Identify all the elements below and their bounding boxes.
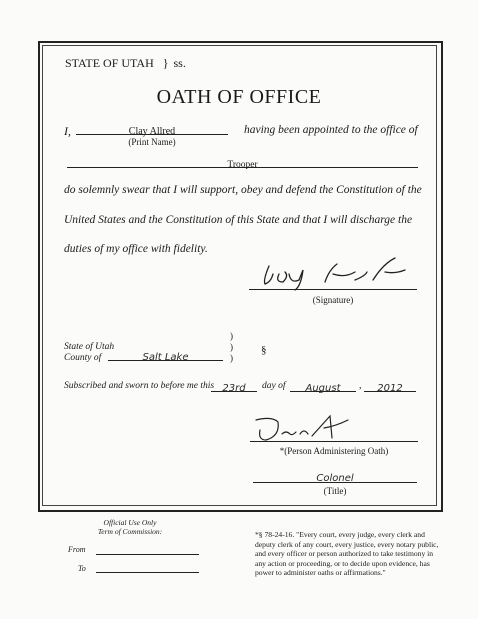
name-field[interactable] — [76, 120, 228, 135]
statute-note: *§ 78-24-16. "Every court, every judge, every clerk and deputy clerk of any court, every justice, every notary public, and every officer or person authorized to take testimony in any action or proceeding, or to decide upon evidence, has power to administer oaths or affirmations." — [255, 530, 439, 578]
office-field[interactable] — [67, 154, 418, 168]
office-value: Trooper — [227, 160, 258, 170]
year-value: 2012 — [377, 383, 403, 394]
name-caption: (Print Name) — [128, 137, 176, 147]
i-label: I, — [64, 124, 71, 138]
venue-braces: ) ) ) — [230, 331, 233, 363]
term-of-commission: Term of Commission: — [97, 527, 163, 536]
subscribed-text: Subscribed and sworn to before me this — [64, 381, 215, 391]
from-field[interactable] — [96, 545, 199, 555]
day-value: 23rd — [222, 383, 246, 394]
section-mark: § — [261, 344, 267, 356]
name-value: Clay Allred — [128, 126, 176, 137]
title-field[interactable] — [253, 468, 417, 483]
official-use-heading: Official Use Only — [103, 518, 157, 527]
year-field[interactable] — [364, 378, 416, 392]
signature-caption: (Signature) — [312, 295, 354, 305]
appointed-text: having been appointed to the office of — [244, 124, 418, 136]
state-label: STATE OF UTAH — [65, 56, 154, 70]
month-value: August — [305, 383, 341, 394]
venue-county-label: County of — [64, 353, 102, 363]
oath-line-3: duties of my office with fidelity. — [64, 243, 208, 255]
county-value: Salt Lake — [142, 352, 189, 363]
venue-state-label: State of Utah — [64, 342, 115, 352]
title-caption: (Title) — [323, 486, 347, 496]
from-label: From — [68, 545, 86, 554]
administering-line[interactable] — [250, 440, 418, 442]
month-field[interactable] — [290, 378, 356, 392]
oath-line-1: do solemnly swear that I will support, obey and defend the Constitution of the — [64, 184, 422, 196]
state-brace: } — [162, 56, 169, 70]
day-field[interactable] — [211, 378, 257, 392]
oath-line-2: United States and the Constitution of this State and that I will discharge the — [64, 214, 413, 226]
county-field[interactable] — [108, 347, 223, 361]
to-field[interactable] — [96, 563, 199, 573]
document-title: OATH OF OFFICE — [156, 86, 322, 108]
title-value: Colonel — [316, 473, 354, 484]
administering-signature — [252, 410, 372, 444]
to-label: To — [78, 564, 86, 573]
administering-caption: *(Person Administering Oath) — [279, 446, 389, 456]
ss-label: ss. — [173, 56, 186, 70]
comma-separator: , — [359, 380, 362, 391]
signature-line[interactable] — [249, 288, 417, 290]
signature-handwriting — [255, 252, 415, 292]
day-of-label: day of — [262, 381, 286, 391]
state-heading — [65, 56, 186, 71]
